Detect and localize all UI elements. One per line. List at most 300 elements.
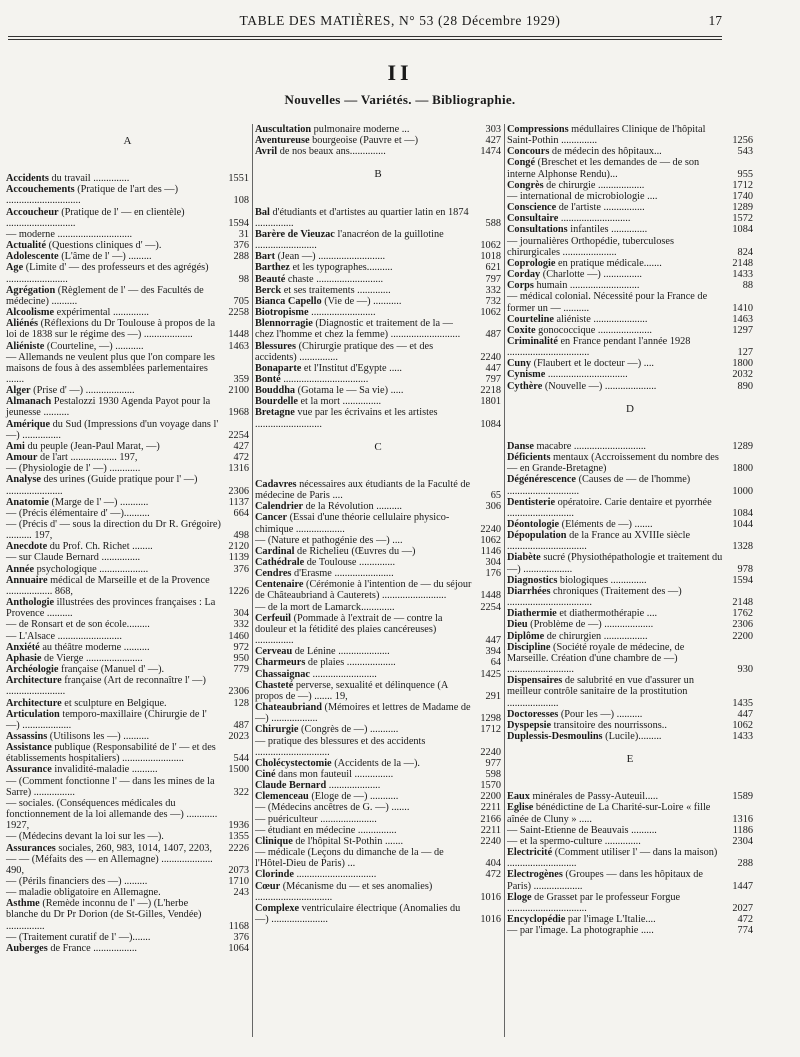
entry-text: (Eléments de —) ....... — [559, 519, 653, 530]
index-entry — [255, 124, 501, 135]
entry-text: au théâtre moderne .......... — [39, 641, 150, 653]
entry-page-number: 732 — [485, 295, 501, 307]
entry-keyword: Anatomie — [6, 496, 49, 508]
entry-page-number: 1936 — [228, 820, 249, 832]
index-entry — [255, 680, 501, 702]
entry-text: (Marge de l' —) ........... — [48, 496, 149, 508]
entry-keyword: Conscience — [507, 202, 557, 214]
index-entry — [507, 802, 753, 824]
entry-page-number: 1016 — [480, 891, 501, 903]
entry-text: (Congrès de —) ........... — [298, 724, 399, 736]
entry-text: et sculpture en Belgique. — [61, 697, 167, 709]
index-entry — [255, 274, 501, 285]
entry-text: de Vierge ...................... — [41, 652, 143, 664]
index-entry — [6, 843, 249, 854]
index-entry — [255, 903, 501, 925]
entry-text: et la mort ............... — [297, 396, 382, 408]
entry-page-number: 1297 — [732, 324, 753, 336]
entry-page-number: 779 — [233, 664, 249, 676]
entry-keyword: Bonaparte — [255, 362, 302, 374]
entry-text: sociales, 260, 983, 1014, 1407, 2203, — [55, 842, 212, 854]
entry-keyword: Assassins — [6, 730, 48, 742]
entry-text: gonococcique ..................... — [535, 324, 652, 336]
entry-keyword: Almanach — [6, 396, 52, 408]
entry-text: — par l'image. La photographie ..... — [507, 925, 654, 937]
entry-page-number: 2211 — [480, 824, 501, 836]
index-entry — [6, 396, 249, 418]
entry-page-number: 1594 — [732, 574, 753, 586]
entry-keyword: Accidents — [6, 173, 49, 185]
index-entry — [507, 869, 753, 891]
entry-page-number: 2306 — [228, 686, 249, 698]
entry-text: illustrées des provinces françaises : La Provence .......... — [6, 597, 216, 620]
entry-text: pulmonaire moderne ... — [311, 124, 410, 135]
entry-page-number: 376 — [233, 931, 249, 943]
entry-keyword: Cuny — [507, 358, 532, 370]
entry-text: du Prof. Ch. Richet ........ — [47, 541, 153, 553]
entry-keyword: Aliénés — [6, 318, 39, 330]
entry-keyword: Discipline — [507, 641, 551, 653]
index-entry — [507, 452, 753, 474]
index-entry — [6, 698, 249, 709]
index-entry — [6, 776, 249, 798]
entry-text: invalidité-maladie .......... — [51, 764, 158, 776]
entry-page-number: 1762 — [732, 608, 753, 620]
entry-page-number: 977 — [485, 757, 501, 769]
index-entry — [507, 124, 753, 146]
entry-text: de chirurgien ................. — [544, 630, 648, 642]
entry-keyword: Coprologie — [507, 257, 556, 269]
entry-keyword: Eglise — [507, 802, 534, 814]
entry-text: — puériculteur ...................... — [255, 813, 377, 825]
entry-page-number: 1289 — [732, 440, 753, 452]
entry-keyword: Barthez — [255, 262, 290, 274]
index-entry — [507, 631, 753, 642]
entry-keyword: Asthme — [6, 898, 40, 910]
entry-page-number: 2258 — [228, 307, 249, 319]
entry-keyword: Ciné — [255, 768, 276, 780]
entry-keyword: Déontologie — [507, 519, 560, 530]
entry-keyword: Diagnostics — [507, 574, 558, 586]
index-entry — [507, 892, 753, 914]
entry-page-number: 797 — [485, 373, 501, 385]
entry-text: (Cérémonie à l'intention de — du séjour de Châteaubriand à Cauterets) ......................... — [255, 579, 472, 602]
entry-page-number: 1447 — [732, 880, 753, 892]
entry-text: (Charlotte —) ............... — [540, 269, 642, 281]
index-entry — [507, 269, 753, 280]
entry-text: en pratique médicale....... — [555, 257, 662, 269]
entry-text: de Richelieu (Œuvres du —) — [294, 545, 416, 557]
entry-page-number: 472 — [485, 869, 501, 881]
entry-page-number: 359 — [233, 373, 249, 385]
entry-page-number: 394 — [485, 646, 501, 658]
entry-page-number: 376 — [233, 563, 249, 575]
entry-keyword: Articulation — [6, 708, 60, 720]
entry-page-number: 1800 — [732, 463, 753, 475]
index-entry — [255, 669, 501, 680]
entry-page-number: 2027 — [732, 902, 753, 914]
entry-text: temporo-maxillaire (Chirurgie de l' —) ................... — [6, 708, 207, 731]
index-entry — [6, 463, 249, 474]
entry-text: — de Ronsart et de son école......... — [6, 619, 150, 631]
entry-page-number: 1425 — [480, 668, 501, 680]
index-entry — [255, 479, 501, 501]
entry-keyword: Age — [6, 262, 24, 274]
index-entry — [255, 613, 501, 646]
entry-text: (Comment utiliser l' — dans la maison) ........................... — [507, 847, 718, 870]
entry-text: de l'hôpital St-Pothin ....... — [292, 835, 404, 847]
entry-keyword: Doctoresses — [507, 708, 559, 720]
entry-page-number: 2240 — [480, 746, 501, 758]
entry-page-number: 1289 — [732, 202, 753, 214]
entry-keyword: Avril — [255, 146, 278, 158]
entry-page-number: 1137 — [228, 496, 249, 508]
index-entry — [255, 251, 501, 262]
entry-keyword: Agrégation — [6, 284, 56, 296]
entry-text: (Nouvelle —) .................... — [542, 380, 657, 392]
entry-keyword: Electrogènes — [507, 869, 563, 881]
index-column-2 — [255, 124, 505, 1037]
entry-text: du peuple (Jean-Paul Marat, —) — [24, 440, 160, 452]
entry-keyword: Bal — [255, 206, 270, 218]
entry-page-number: 127 — [737, 347, 753, 359]
entry-page-number: 1062 — [480, 307, 501, 319]
entry-text: de Toulouse .............. — [304, 557, 396, 568]
index-entry — [507, 358, 753, 369]
entry-keyword: Complexe — [255, 902, 300, 914]
index-entry — [6, 631, 249, 642]
entry-keyword: Déficients — [507, 452, 551, 464]
entry-keyword: Concours — [507, 146, 550, 158]
entry-keyword: Danse — [507, 440, 534, 452]
entry-page-number: 1316 — [228, 463, 249, 475]
entry-text: (Accidents de la —). — [331, 757, 420, 769]
index-entry — [6, 251, 249, 262]
entry-text: (Courteline, —) ........... — [44, 340, 144, 352]
entry-text: et diathermothérapie .... — [556, 608, 658, 620]
entry-keyword: Criminalité — [507, 335, 558, 347]
entry-text: .................... — [326, 780, 381, 792]
index-entry — [507, 291, 753, 313]
index-entry — [255, 385, 501, 396]
index-entry — [507, 202, 753, 213]
index-entry — [6, 262, 249, 284]
entry-keyword: Eaux — [507, 791, 530, 803]
entry-keyword: Clorinde — [255, 869, 294, 881]
entry-text: bourgeoise (Pauvre et —) — [309, 135, 419, 147]
entry-keyword: Coxite — [507, 324, 536, 336]
entry-page-number: 1186 — [732, 824, 753, 836]
entry-page-number: 1570 — [480, 780, 501, 792]
entry-text: (Groupes — dans les hôpitaux de Paris) ................... — [507, 869, 703, 892]
entry-page-number: 322 — [233, 786, 249, 798]
entry-keyword: Alcoolisme — [6, 307, 55, 319]
entry-text: expérimental .............. — [54, 307, 149, 319]
entry-page-number: 598 — [485, 768, 501, 780]
index-entry — [255, 825, 501, 836]
index-entry — [6, 564, 249, 575]
entry-page-number: 1355 — [228, 831, 249, 843]
entry-keyword: Alger — [6, 385, 31, 397]
entry-page-number: 1710 — [228, 876, 249, 887]
index-entry — [507, 836, 753, 847]
entry-page-number: 950 — [233, 652, 249, 664]
entry-keyword: Compressions — [507, 124, 569, 135]
entry-page-number: 472 — [233, 452, 249, 464]
entry-keyword: Bretagne — [255, 407, 295, 419]
entry-page-number: 2148 — [732, 597, 753, 609]
entry-text: nécessaires aux étudiants de la Faculté de médecine de Paris .... — [255, 478, 471, 502]
entry-text: (Questions cliniques d' —). — [46, 240, 162, 252]
entry-page-number: 1016 — [480, 914, 501, 925]
entry-page-number: 427 — [233, 440, 249, 452]
entry-page-number: 1589 — [732, 791, 753, 803]
index-entry — [507, 474, 753, 496]
entry-text: — L'Alsace ......................... — [6, 630, 122, 642]
entry-page-number: 1448 — [480, 590, 501, 602]
entry-keyword: Charmeurs — [255, 657, 306, 669]
entry-keyword: Chateaubriand — [255, 702, 322, 714]
entry-page-number: 1572 — [732, 213, 753, 225]
index-entry — [6, 831, 249, 842]
entry-text: ventriculaire électrique (Anomalies du —) ...................... — [255, 902, 461, 925]
index-entry — [255, 285, 501, 296]
index-entry — [255, 229, 501, 251]
entry-keyword: Biotropisme — [255, 307, 309, 319]
entry-page-number: 2240 — [480, 523, 501, 535]
index-entry — [6, 943, 249, 954]
index-entry — [6, 240, 249, 251]
entry-page-number: 427 — [485, 135, 501, 147]
entry-page-number: 2240 — [480, 351, 501, 363]
entry-page-number: 2226 — [228, 842, 249, 854]
entry-page-number: 1740 — [732, 190, 753, 202]
entry-page-number: 306 — [485, 501, 501, 513]
index-entry — [507, 213, 753, 224]
entry-page-number: 376 — [233, 240, 249, 252]
index-entry — [507, 519, 753, 530]
entry-page-number: 978 — [737, 563, 753, 575]
index-entry — [507, 236, 753, 258]
entry-text: (Vie de —) ........... — [321, 295, 402, 307]
entry-page-number: 930 — [737, 664, 753, 676]
index-entry — [255, 501, 501, 512]
entry-text: (Société royale de médecine, de Marseille. Création d'une chambre de —) .......................... — [507, 641, 685, 676]
index-entry — [507, 180, 753, 191]
index-entry — [6, 307, 249, 318]
entry-keyword: Assurance — [6, 764, 52, 776]
index-entry — [6, 619, 249, 630]
entry-page-number: 304 — [233, 608, 249, 620]
entry-keyword: Auberges — [6, 942, 48, 954]
index-entry — [255, 407, 501, 429]
entry-keyword: Clinique — [255, 835, 293, 847]
index-column-1 — [6, 124, 253, 1037]
entry-keyword: Assistance — [6, 742, 52, 754]
entry-page-number: 2120 — [228, 541, 249, 553]
entry-text: transitoire des nourrissons.. — [551, 719, 667, 731]
index-entry — [507, 336, 753, 358]
index-entry — [255, 341, 501, 363]
section-letter: B — [374, 168, 382, 181]
entry-text: — médical colonial. Nécessité pour la France de former un — .......... — [507, 291, 708, 314]
entry-page-number: 487 — [233, 719, 249, 731]
index-entry — [255, 557, 501, 568]
entry-keyword: Amour — [6, 452, 38, 464]
entry-text: en France pendant l'année 1928 ................................ — [507, 335, 691, 359]
entry-text: (Lucile)......... — [602, 730, 662, 742]
entry-page-number: 472 — [737, 914, 753, 925]
entry-keyword: Ami — [6, 440, 25, 452]
entry-text: et l'Institut d'Egypte ..... — [301, 362, 403, 374]
entry-keyword: Actualité — [6, 240, 47, 252]
entry-text: de nos beaux ans.............. — [277, 146, 386, 158]
entry-keyword: Cynisme — [507, 369, 546, 381]
index-entry — [6, 742, 249, 764]
index-entry — [255, 146, 501, 157]
entry-keyword: Dieu — [507, 619, 528, 631]
entry-page-number: 1433 — [732, 730, 753, 742]
entry-page-number: 1800 — [732, 358, 753, 370]
index-entry — [6, 876, 249, 887]
index-entry — [6, 887, 249, 898]
entry-page-number: 705 — [233, 295, 249, 307]
entry-text: infantiles .............. — [567, 224, 648, 236]
entry-page-number: 1018 — [480, 251, 501, 263]
entry-page-number: 774 — [737, 925, 753, 937]
entry-keyword: Cerveau — [255, 646, 293, 658]
section-number: II — [387, 60, 413, 85]
entry-keyword: Eloge — [507, 891, 532, 903]
entry-keyword: Dispensaires — [507, 675, 563, 687]
entry-text: (Jean —) .......................... — [275, 251, 386, 263]
entry-text: (Utilisons les —) .......... — [47, 730, 150, 742]
entry-page-number: 243 — [233, 887, 249, 899]
entry-page-number: 1712 — [480, 724, 501, 736]
entry-text: sucré (Physiothépathologie et traitement du —) ................... — [507, 552, 723, 575]
index-entry — [255, 262, 501, 273]
index-entry — [255, 814, 501, 825]
entry-keyword: Chirurgie — [255, 724, 299, 736]
entry-text: (Chirurgie pratique des — et des accidents) ............... — [255, 340, 434, 363]
entry-text: ........................... — [558, 213, 631, 225]
entry-text: française (Manuel d' —). — [58, 664, 165, 676]
section-title: Nouvelles — Variétés. — Bibliographie. — [284, 92, 516, 107]
index-entry — [6, 675, 249, 697]
entry-keyword: Cathédrale — [255, 557, 305, 568]
entry-text: biologiques .............. — [557, 574, 647, 586]
entry-text: — pratique des blessures et des accidents ............................. — [255, 735, 426, 758]
entry-text: (Diagnostic et traitement de la — chez l'homme et chez la femme) ........................... — [255, 318, 461, 341]
entry-page-number: 1448 — [228, 329, 249, 341]
entry-page-number: 2023 — [228, 730, 249, 742]
entry-page-number: 1139 — [228, 552, 249, 564]
entry-text: mentaux (Accroissement du nombre des — en Grande-Bretagne) — [507, 452, 719, 475]
entry-text: l'anacréon de la guillotine ........................ — [255, 228, 444, 252]
entry-text: psychologique ................... — [34, 563, 149, 575]
entry-page-number: 1000 — [732, 485, 753, 497]
entry-keyword: Bonté — [255, 373, 281, 385]
entry-keyword: Anecdote — [6, 541, 48, 553]
entry-page-number: 1044 — [732, 519, 753, 530]
entry-page-number: 1968 — [228, 407, 249, 419]
index-entry — [507, 608, 753, 619]
entry-page-number: 1062 — [480, 534, 501, 546]
entry-keyword: Dentisterie — [507, 496, 556, 508]
index-entry — [507, 709, 753, 720]
entry-text: de Lénine .................... — [292, 646, 390, 658]
entry-keyword: Encyclopédie — [507, 914, 566, 925]
section-letter: E — [626, 753, 634, 766]
index-entry — [255, 318, 501, 340]
index-entry — [6, 419, 249, 441]
section-letter: A — [123, 135, 132, 147]
index-entry — [6, 341, 249, 352]
entry-keyword: Accouchements — [6, 184, 75, 196]
index-entry — [507, 497, 753, 519]
index-entry — [255, 780, 501, 791]
entry-keyword: Bart — [255, 251, 276, 263]
entry-keyword: Beauté — [255, 273, 286, 285]
entry-text: de plaies ................... — [305, 657, 396, 669]
entry-text: opératoire. Carie dentaire et pyorrhée .......................... — [507, 496, 712, 519]
entry-keyword: Consultations — [507, 224, 568, 236]
entry-keyword: Cadavres — [255, 478, 297, 490]
entry-page-number: 955 — [737, 168, 753, 180]
entry-text: — — (Méfaits des — en Allemagne) .................... 490, — [6, 853, 213, 876]
entry-text: (Pratique de l'art des —) ............................. — [6, 184, 179, 207]
index-entry — [507, 280, 753, 291]
entry-page-number: 797 — [485, 273, 501, 285]
entry-page-number: 1463 — [228, 340, 249, 352]
entry-page-number: 1712 — [732, 179, 753, 191]
index-entry — [255, 374, 501, 385]
index-entry — [507, 575, 753, 586]
index-entry — [6, 497, 249, 508]
entry-text: (Limite d' — des professeurs et des agrégés) ........................ — [6, 262, 209, 285]
entry-keyword: Auscultation — [255, 124, 312, 135]
index-entry — [255, 657, 501, 668]
entry-keyword: Annuaire — [6, 574, 48, 586]
entry-page-number: 664 — [233, 507, 249, 519]
entry-page-number: 824 — [737, 246, 753, 258]
index-entry — [6, 653, 249, 664]
index-entry — [6, 552, 249, 563]
entry-text: et ses traitements ............. — [281, 284, 391, 296]
index-entry — [507, 825, 753, 836]
entry-page-number: 128 — [233, 697, 249, 709]
entry-keyword: Claude Bernard — [255, 780, 327, 792]
index-entry — [507, 325, 753, 336]
entry-page-number: 447 — [485, 362, 501, 374]
entry-keyword: Courteline — [507, 313, 554, 325]
index-entry — [6, 385, 249, 396]
entry-page-number: 64 — [490, 657, 501, 669]
entry-page-number: 2200 — [732, 630, 753, 642]
entry-text: (Règlement de l' — des Facultés de médecine) .......... — [6, 284, 204, 307]
index-entry — [507, 314, 753, 325]
entry-text: — (Comment fonctionne l' — dans les mines de la Sarre) ................ — [6, 775, 215, 798]
section-letter: D — [626, 402, 634, 415]
index-entry — [6, 508, 249, 519]
header-rule — [8, 36, 722, 37]
index-entry — [255, 512, 501, 534]
entry-text: — moderne ............................. — [6, 228, 133, 240]
index-entry — [507, 157, 753, 179]
entry-page-number: 88 — [742, 280, 753, 292]
entry-text: chroniques (Traitement des —) ................................. — [507, 585, 682, 609]
index-entry — [6, 731, 249, 742]
